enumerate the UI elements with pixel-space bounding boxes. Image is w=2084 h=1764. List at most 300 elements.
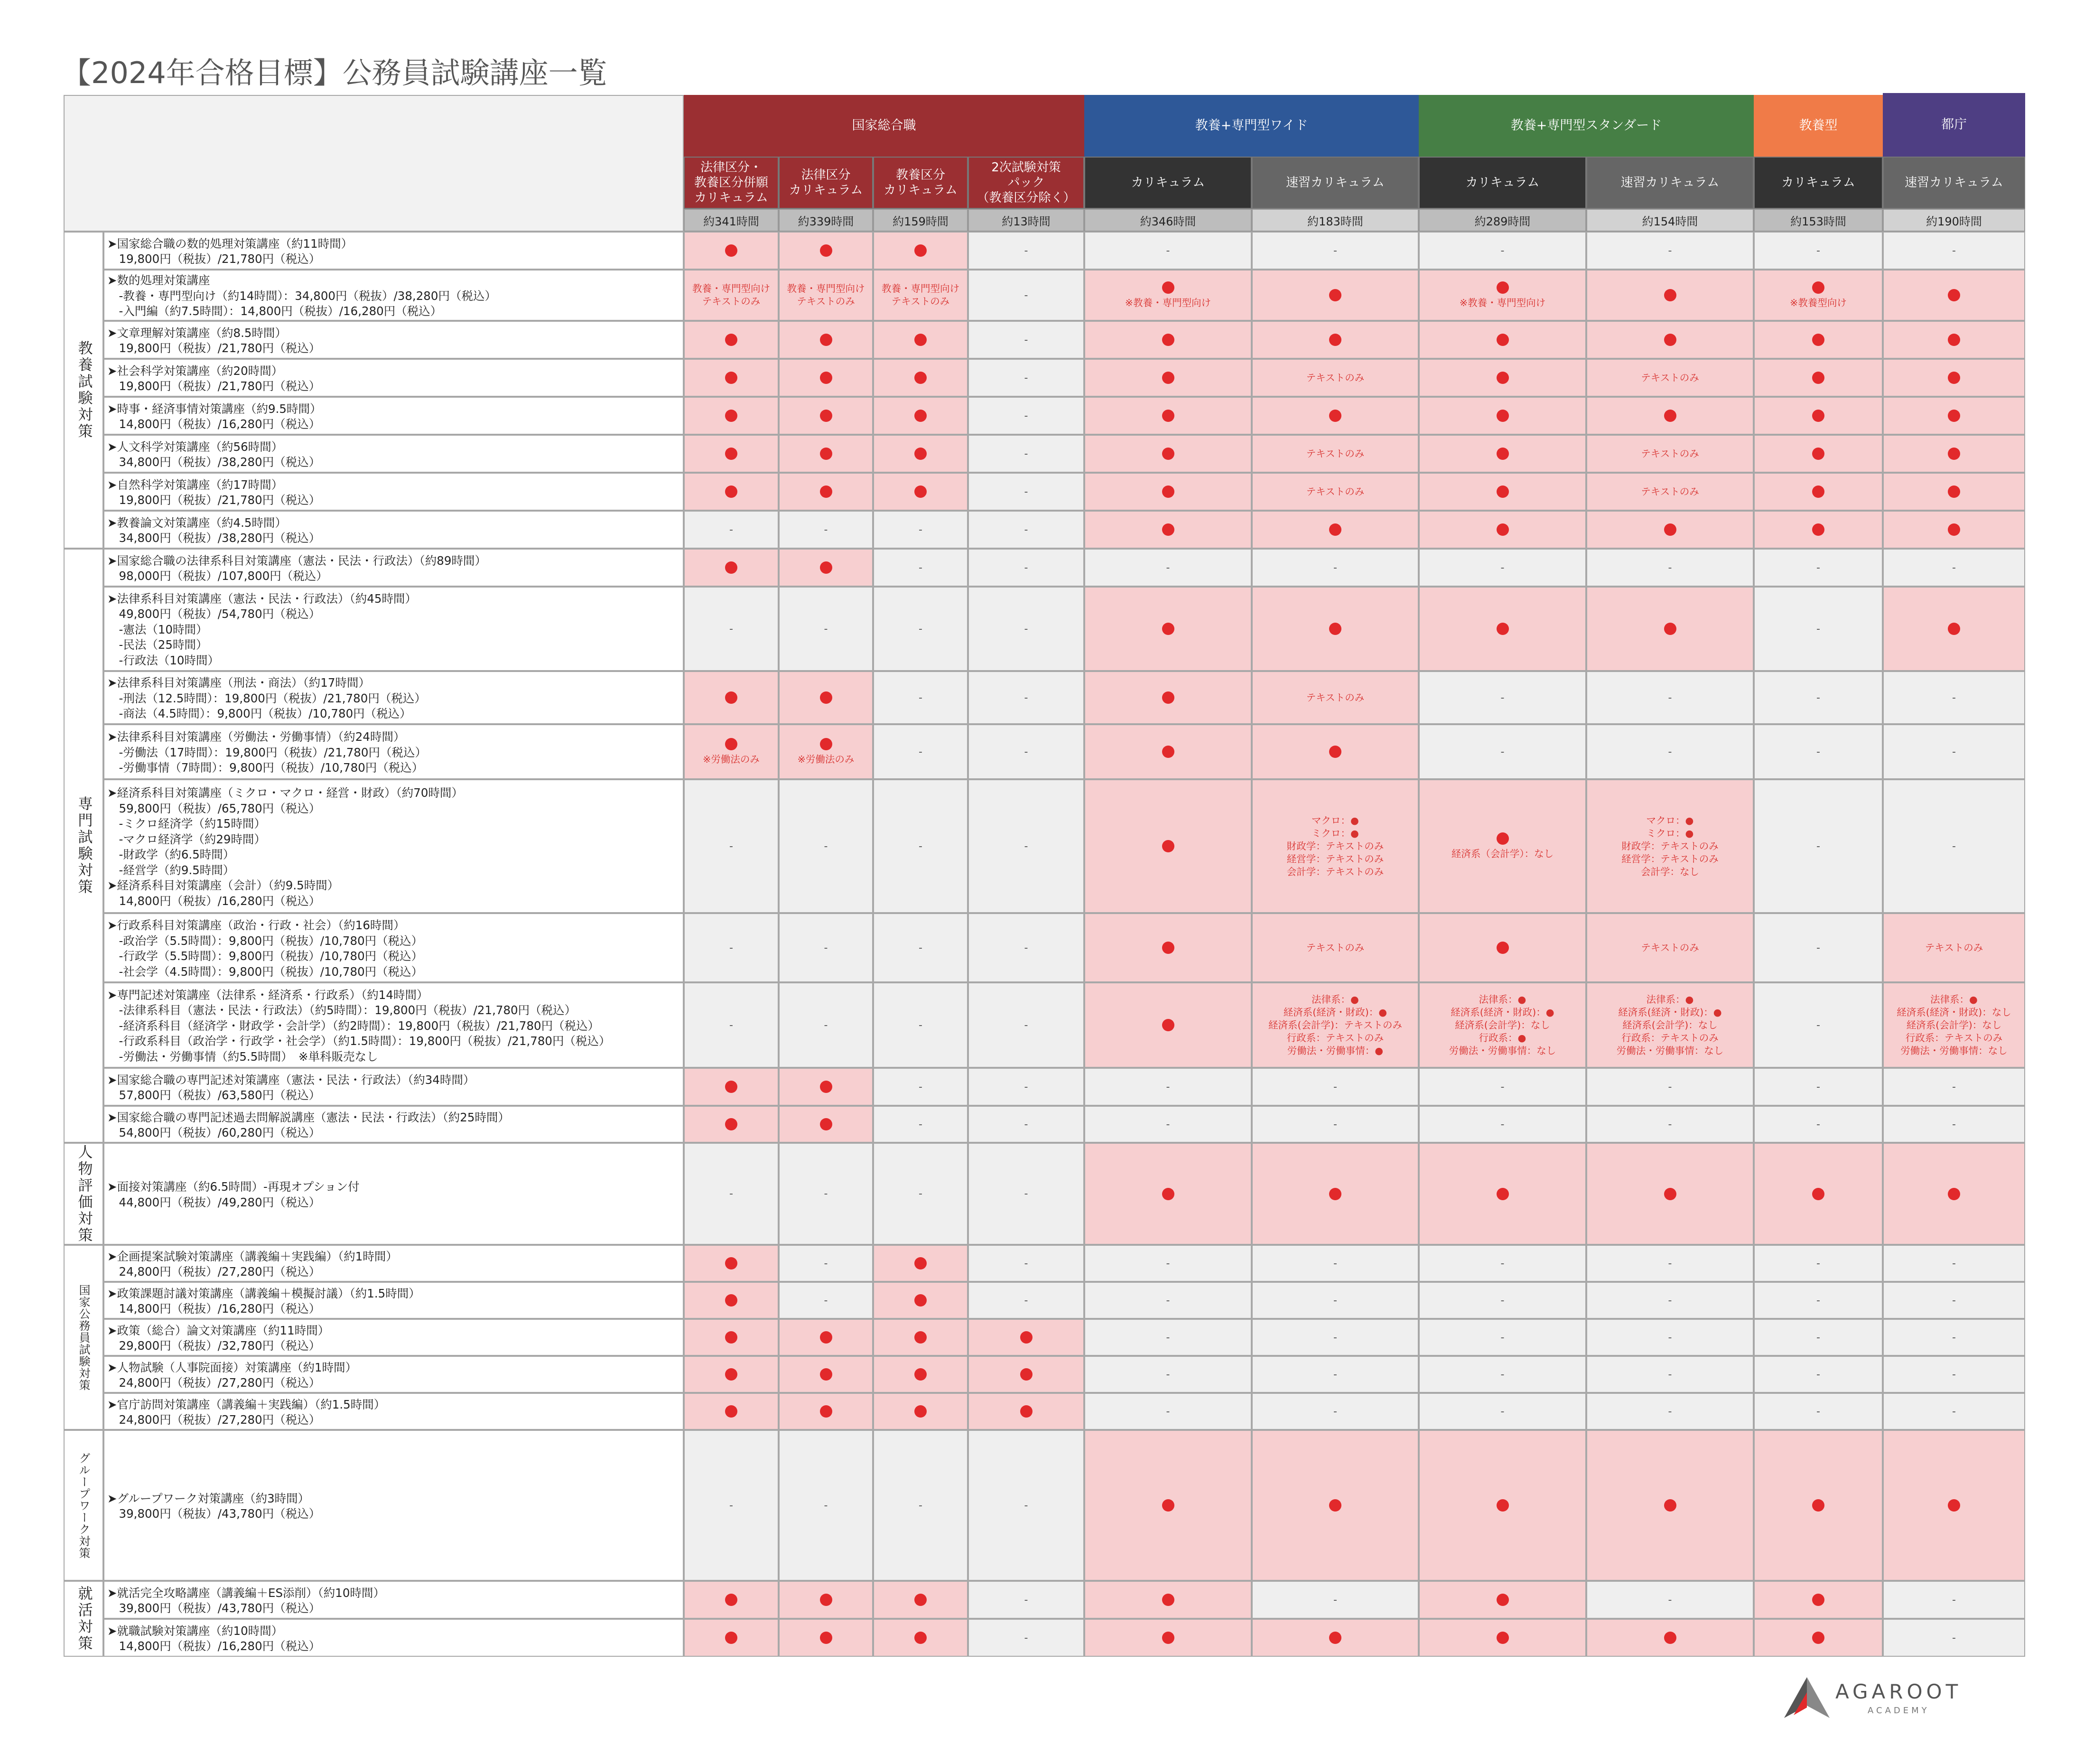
availability-cell <box>1754 724 1883 779</box>
not-included-mark: - <box>1024 1632 1028 1644</box>
included-dot-icon <box>1162 523 1174 536</box>
availability-cell <box>1252 779 1419 913</box>
group-header[interactable] <box>1419 95 1754 157</box>
section-label <box>64 549 103 1143</box>
included-dot-icon <box>725 1331 737 1344</box>
availability-cell <box>1252 1245 1419 1282</box>
included-dot-icon <box>820 485 832 498</box>
availability-cell <box>968 779 1084 913</box>
not-included-mark: - <box>1024 410 1028 422</box>
course-name: ➤面接対策講座（約6.5時間）-再現オプション付 <box>107 1180 360 1194</box>
cell-note: ※教養型向け <box>1790 297 1847 308</box>
column-hours-label: 約341時間 <box>703 215 759 228</box>
availability-cell <box>1754 913 1883 982</box>
group-header[interactable] <box>1883 93 2025 157</box>
column-header[interactable] <box>684 157 779 209</box>
course-description <box>103 549 684 587</box>
not-included-mark: - <box>1500 1118 1505 1130</box>
not-included-mark: - <box>1024 1019 1028 1031</box>
availability-cell <box>1252 1356 1419 1393</box>
included-dot-icon <box>1162 485 1174 498</box>
included-dot-icon <box>914 334 927 346</box>
included-dot-icon <box>820 1632 832 1644</box>
course-name: ➤国家総合職の法律系科目対策講座（憲法・民法・行政法）（約89時間） <box>107 553 486 568</box>
availability-cell <box>1586 1393 1754 1430</box>
course-detail: ➤経済系科目対策講座（会計）（約9.5時間） <box>107 878 339 892</box>
included-dot-icon <box>1497 281 1509 294</box>
not-included-mark: - <box>1668 244 1672 257</box>
course-detail: -民法（25時間） <box>107 638 208 652</box>
not-included-mark: - <box>1024 523 1028 536</box>
included-dot-icon <box>1329 523 1341 536</box>
availability-cell <box>684 913 779 982</box>
column-header[interactable] <box>968 157 1084 209</box>
availability-cell <box>1419 1581 1586 1619</box>
availability-cell <box>873 1143 968 1245</box>
column-header[interactable] <box>1252 157 1419 209</box>
not-included-mark: - <box>919 1019 922 1031</box>
availability-cell <box>968 1619 1084 1657</box>
course-name: ➤グループワーク対策講座（約3時間） <box>107 1491 310 1505</box>
not-included-mark: - <box>1952 244 1956 257</box>
not-included-mark: - <box>1500 1081 1505 1093</box>
course-detail: 14,800円（税抜）/16,280円（税込） <box>107 417 321 431</box>
included-dot-icon <box>914 485 927 498</box>
not-included-mark: - <box>1500 691 1505 704</box>
not-included-mark: - <box>1024 1081 1028 1093</box>
availability-cell <box>1586 1282 1754 1319</box>
availability-cell <box>1084 1245 1252 1282</box>
course-name: ➤国家総合職の数的処理対策講座（約11時間） <box>107 236 353 251</box>
availability-cell <box>1252 587 1419 671</box>
included-dot-icon <box>914 1331 927 1344</box>
availability-cell <box>1754 1393 1883 1430</box>
availability-cell <box>1754 549 1883 587</box>
section-label <box>64 1581 103 1657</box>
not-included-mark: - <box>1166 244 1170 257</box>
availability-cell <box>779 1282 873 1319</box>
availability-cell <box>968 982 1084 1068</box>
not-included-mark: - <box>824 1188 828 1200</box>
section-label <box>64 1245 103 1430</box>
not-included-mark: - <box>1668 1594 1672 1606</box>
column-hours <box>1883 209 2025 232</box>
not-included-mark: - <box>1816 1118 1820 1130</box>
not-included-mark: - <box>1024 1118 1028 1130</box>
course-name: ➤時事・経済事情対策講座（約9.5時間） <box>107 401 322 416</box>
not-included-mark: - <box>824 942 828 954</box>
cell-note: ※教養・専門型向け <box>1459 297 1546 308</box>
not-included-mark: - <box>919 840 922 852</box>
included-dot-icon <box>820 561 832 574</box>
column-header[interactable] <box>1419 157 1586 209</box>
course-description <box>103 982 684 1068</box>
group-header-label: 教養+専門型スタンダード <box>1510 118 1662 133</box>
availability-cell <box>684 1393 779 1430</box>
availability-cell <box>873 1068 968 1106</box>
included-dot-icon <box>725 1081 737 1093</box>
availability-cell <box>684 397 779 435</box>
availability-cell <box>1084 397 1252 435</box>
availability-cell <box>1252 913 1419 982</box>
included-dot-icon <box>725 561 737 574</box>
course-description <box>103 397 684 435</box>
not-included-mark: - <box>1500 746 1505 758</box>
cell-note: テキストのみ <box>1641 485 1699 497</box>
included-dot-icon <box>1329 1499 1341 1512</box>
included-dot-icon <box>1162 372 1174 384</box>
course-detail: 49,800円（税抜）/54,780円（税込） <box>107 607 321 621</box>
column-header[interactable] <box>1084 157 1252 209</box>
cell-note: 教養・専門型向け テキストのみ <box>692 283 770 307</box>
group-header[interactable] <box>1754 95 1883 157</box>
availability-cell <box>1419 913 1586 982</box>
course-description <box>103 270 684 321</box>
included-dot-icon <box>1329 1632 1341 1644</box>
availability-cell <box>873 511 968 549</box>
not-included-mark: - <box>1333 1081 1337 1093</box>
not-included-mark: - <box>1816 691 1820 704</box>
column-hours-label: 約183時間 <box>1307 215 1363 228</box>
column-hours-label: 約153時間 <box>1790 215 1846 228</box>
not-included-mark: - <box>1500 1257 1505 1269</box>
availability-cell <box>968 1245 1084 1282</box>
availability-cell <box>1084 587 1252 671</box>
not-included-mark: - <box>1024 1594 1028 1606</box>
column-header[interactable] <box>1883 157 2025 209</box>
agaroot-logo-sub: ACADEMY <box>1868 1706 1930 1716</box>
course-name: ➤国家総合職の専門記述対策講座（憲法・民法・行政法）（約34時間） <box>107 1073 475 1087</box>
availability-cell <box>1754 1143 1883 1245</box>
column-header[interactable] <box>1586 157 1754 209</box>
availability-cell <box>873 1245 968 1282</box>
availability-cell <box>1586 359 1754 397</box>
course-detail: -行政系科目（政治学・行政学・社会学）（約1.5時間）：19,800円（税抜）/21,780円（税込） <box>107 1034 611 1048</box>
availability-cell <box>684 587 779 671</box>
availability-cell <box>1883 1106 2025 1143</box>
included-dot-icon <box>914 1294 927 1307</box>
included-dot-icon <box>820 1368 832 1381</box>
availability-cell <box>873 397 968 435</box>
included-dot-icon <box>725 1405 737 1418</box>
availability-cell <box>968 1143 1084 1245</box>
column-hours-label: 約289時間 <box>1474 215 1531 228</box>
course-detail: 24,800円（税抜）/27,280円（税込） <box>107 1413 321 1427</box>
cell-note: テキストのみ <box>1306 691 1365 703</box>
column-hours <box>1586 209 1754 232</box>
not-included-mark: - <box>1333 1294 1337 1307</box>
availability-cell <box>1084 1143 1252 1245</box>
availability-cell <box>1252 982 1419 1068</box>
availability-cell <box>873 587 968 671</box>
included-dot-icon <box>725 1632 737 1644</box>
availability-cell <box>1586 913 1754 982</box>
included-dot-icon <box>725 1368 737 1381</box>
not-included-mark: - <box>1024 840 1028 852</box>
not-included-mark: - <box>1816 746 1820 758</box>
availability-cell <box>1419 1393 1586 1430</box>
column-header[interactable] <box>1754 157 1883 209</box>
group-header-label: 教養型 <box>1799 118 1838 133</box>
availability-cell <box>873 1282 968 1319</box>
section-label <box>64 232 103 549</box>
included-dot-icon <box>725 738 737 750</box>
included-dot-icon <box>725 410 737 422</box>
agaroot-logo-icon <box>1783 1676 1831 1719</box>
availability-cell <box>1883 397 2025 435</box>
course-detail: -刑法（12.5時間）：19,800円（税抜）/21,780円（税込） <box>107 691 426 705</box>
availability-cell <box>1754 270 1883 321</box>
included-dot-icon <box>1948 448 1960 460</box>
availability-cell <box>1586 549 1754 587</box>
course-detail: 34,800円（税抜）/38,280円（税込） <box>107 455 321 469</box>
availability-cell <box>873 549 968 587</box>
availability-cell <box>1754 473 1883 511</box>
column-header[interactable] <box>779 157 873 209</box>
availability-cell <box>684 1143 779 1245</box>
not-included-mark: - <box>1166 1368 1170 1381</box>
column-hours-label: 約346時間 <box>1140 215 1196 228</box>
group-header-label: 教養+専門型ワイド <box>1195 118 1308 133</box>
included-dot-icon <box>1329 1188 1341 1200</box>
column-hours <box>873 209 968 232</box>
course-detail: -憲法（10時間） <box>107 622 208 636</box>
availability-cell <box>1084 1319 1252 1356</box>
availability-cell <box>1586 671 1754 724</box>
availability-cell <box>968 671 1084 724</box>
section-label <box>64 1430 103 1581</box>
availability-cell <box>1084 549 1252 587</box>
group-header[interactable] <box>1084 95 1419 157</box>
not-included-mark: - <box>1816 561 1820 574</box>
course-description <box>103 1245 684 1282</box>
availability-cell <box>684 321 779 359</box>
availability-cell <box>779 982 873 1068</box>
availability-cell <box>873 913 968 982</box>
included-dot-icon <box>1162 691 1174 704</box>
availability-cell <box>1419 270 1586 321</box>
availability-cell <box>684 671 779 724</box>
not-included-mark: - <box>1668 1405 1672 1418</box>
availability-cell <box>873 724 968 779</box>
course-name: ➤企画提案試験対策講座（講義編＋実践編）（約1時間） <box>107 1249 398 1263</box>
not-included-mark: - <box>1952 1594 1956 1606</box>
not-included-mark: - <box>729 1499 733 1512</box>
course-description <box>103 511 684 549</box>
not-included-mark: - <box>729 840 733 852</box>
availability-cell <box>1586 270 1754 321</box>
availability-cell <box>1883 232 2025 270</box>
availability-cell <box>1883 1430 2025 1581</box>
availability-cell <box>779 1143 873 1245</box>
not-included-mark: - <box>1024 623 1028 635</box>
availability-cell <box>684 1581 779 1619</box>
availability-cell <box>1419 359 1586 397</box>
availability-cell <box>1419 1068 1586 1106</box>
section-label-text: 専門試験対策 <box>75 796 93 896</box>
availability-cell <box>1754 397 1883 435</box>
course-detail: 29,800円（税抜）/32,780円（税込） <box>107 1339 321 1353</box>
availability-cell <box>779 1245 873 1282</box>
included-dot-icon <box>820 334 832 346</box>
section-label-text: グループワーク対策 <box>77 1452 90 1559</box>
course-detail: 14,800円（税抜）/16,280円（税込） <box>107 894 321 908</box>
availability-cell <box>1252 232 1419 270</box>
course-description <box>103 359 684 397</box>
availability-cell <box>1883 1143 2025 1245</box>
availability-cell <box>1252 435 1419 473</box>
availability-cell <box>1084 435 1252 473</box>
column-header-label: 法律区分・ 教養区分併願 カリキュラム <box>694 160 768 205</box>
course-name: ➤法律系科目対策講座（刑法・商法）（約17時間） <box>107 676 370 690</box>
availability-cell <box>1084 511 1252 549</box>
course-name: ➤行政系科目対策講座（政治・行政・社会）（約16時間） <box>107 918 405 932</box>
cell-note: テキストのみ <box>1306 942 1365 953</box>
course-name: ➤社会科学対策講座（約20時間） <box>107 364 283 378</box>
course-description <box>103 1143 684 1245</box>
availability-cell <box>1084 1619 1252 1657</box>
availability-cell <box>968 359 1084 397</box>
not-included-mark: - <box>1500 561 1505 574</box>
availability-cell <box>1084 1068 1252 1106</box>
availability-cell <box>684 473 779 511</box>
course-name: ➤文章理解対策講座（約8.5時間） <box>107 326 287 340</box>
availability-cell <box>1586 587 1754 671</box>
included-dot-icon <box>1162 746 1174 758</box>
course-name: ➤政策（総合）論文対策講座（約11時間） <box>107 1323 330 1337</box>
group-header[interactable] <box>684 95 1084 157</box>
included-dot-icon <box>820 372 832 384</box>
availability-cell <box>1252 1068 1419 1106</box>
availability-cell <box>1754 1581 1883 1619</box>
availability-cell <box>779 511 873 549</box>
availability-cell <box>1754 232 1883 270</box>
course-detail: -行政法（10時間） <box>107 653 220 667</box>
included-dot-icon <box>1162 623 1174 635</box>
not-included-mark: - <box>1816 942 1820 954</box>
availability-cell <box>1252 359 1419 397</box>
availability-cell <box>968 270 1084 321</box>
not-included-mark: - <box>1816 840 1820 852</box>
availability-cell <box>1883 270 2025 321</box>
course-description <box>103 232 684 270</box>
availability-cell <box>684 511 779 549</box>
availability-cell <box>779 1619 873 1657</box>
availability-cell <box>968 724 1084 779</box>
included-dot-icon <box>1497 523 1509 536</box>
included-dot-icon <box>914 1632 927 1644</box>
availability-cell <box>1084 779 1252 913</box>
availability-cell <box>1419 724 1586 779</box>
availability-cell <box>684 435 779 473</box>
course-description <box>103 913 684 982</box>
availability-cell <box>873 1106 968 1143</box>
course-detail: -社会学（4.5時間）：9,800円（税抜）/10,780円（税込） <box>107 964 423 979</box>
availability-cell <box>1084 270 1252 321</box>
availability-cell <box>873 473 968 511</box>
included-dot-icon <box>914 1368 927 1381</box>
not-included-mark: - <box>919 1188 922 1200</box>
cell-note: テキストのみ <box>1925 942 1983 953</box>
availability-cell <box>684 1356 779 1393</box>
availability-cell <box>1586 1430 1754 1581</box>
availability-cell <box>1419 587 1586 671</box>
availability-cell <box>1586 779 1754 913</box>
included-dot-icon <box>1020 1368 1033 1381</box>
availability-cell <box>1084 982 1252 1068</box>
availability-cell <box>684 270 779 321</box>
availability-cell <box>779 671 873 724</box>
cell-note: テキストのみ <box>1306 448 1365 459</box>
included-dot-icon <box>1162 281 1174 294</box>
availability-cell <box>1419 435 1586 473</box>
availability-cell <box>1883 321 2025 359</box>
not-included-mark: - <box>1024 1257 1028 1269</box>
availability-cell <box>1252 1393 1419 1430</box>
availability-cell <box>1883 1282 2025 1319</box>
included-dot-icon <box>1948 289 1960 301</box>
not-included-mark: - <box>1024 1499 1028 1512</box>
included-dot-icon <box>725 691 737 704</box>
included-dot-icon <box>1162 448 1174 460</box>
included-dot-icon <box>1948 485 1960 498</box>
not-included-mark: - <box>1166 1294 1170 1307</box>
not-included-mark: - <box>1816 1019 1820 1031</box>
availability-cell <box>1586 1068 1754 1106</box>
included-dot-icon <box>725 1118 737 1130</box>
not-included-mark: - <box>1333 1405 1337 1418</box>
course-description <box>103 1581 684 1619</box>
not-included-mark: - <box>919 623 922 635</box>
included-dot-icon <box>1948 334 1960 346</box>
availability-cell <box>968 397 1084 435</box>
availability-cell <box>1883 724 2025 779</box>
cell-note: テキストのみ <box>1306 372 1365 383</box>
availability-cell <box>968 232 1084 270</box>
not-included-mark: - <box>1333 1368 1337 1381</box>
included-dot-icon <box>820 738 832 750</box>
included-dot-icon <box>725 1257 737 1269</box>
availability-cell <box>1252 321 1419 359</box>
cell-note: マクロ：● ミクロ：● 財政学：テキストのみ 経営学：テキストのみ 会計学：テキストのみ <box>1286 814 1384 877</box>
availability-cell <box>1883 359 2025 397</box>
section-label <box>64 1143 103 1245</box>
column-header-label: カリキュラム <box>1465 176 1540 190</box>
availability-cell <box>1084 1282 1252 1319</box>
included-dot-icon <box>1664 623 1676 635</box>
not-included-mark: - <box>1952 1257 1956 1269</box>
included-dot-icon <box>1812 485 1824 498</box>
availability-cell <box>1754 359 1883 397</box>
column-header[interactable] <box>873 157 968 209</box>
not-included-mark: - <box>919 561 922 574</box>
included-dot-icon <box>1497 1188 1509 1200</box>
included-dot-icon <box>1948 523 1960 536</box>
course-detail: 34,800円（税抜）/38,280円（税込） <box>107 531 321 545</box>
included-dot-icon <box>820 1081 832 1093</box>
cell-note: 法律系：● 経済系(経済・財政)：なし 経済系(会計学)：なし 行政系：テキストのみ 労働法・労働事情：なし <box>1897 993 2011 1056</box>
availability-cell <box>1883 1581 2025 1619</box>
not-included-mark: - <box>1166 1257 1170 1269</box>
included-dot-icon <box>1948 1499 1960 1512</box>
availability-cell <box>873 435 968 473</box>
not-included-mark: - <box>1333 561 1337 574</box>
included-dot-icon <box>1948 623 1960 635</box>
cell-note: ※労働法のみ <box>703 753 760 765</box>
availability-cell <box>1754 1319 1883 1356</box>
course-detail: 14,800円（税抜）/16,280円（税込） <box>107 1639 321 1653</box>
not-included-mark: - <box>824 523 828 536</box>
